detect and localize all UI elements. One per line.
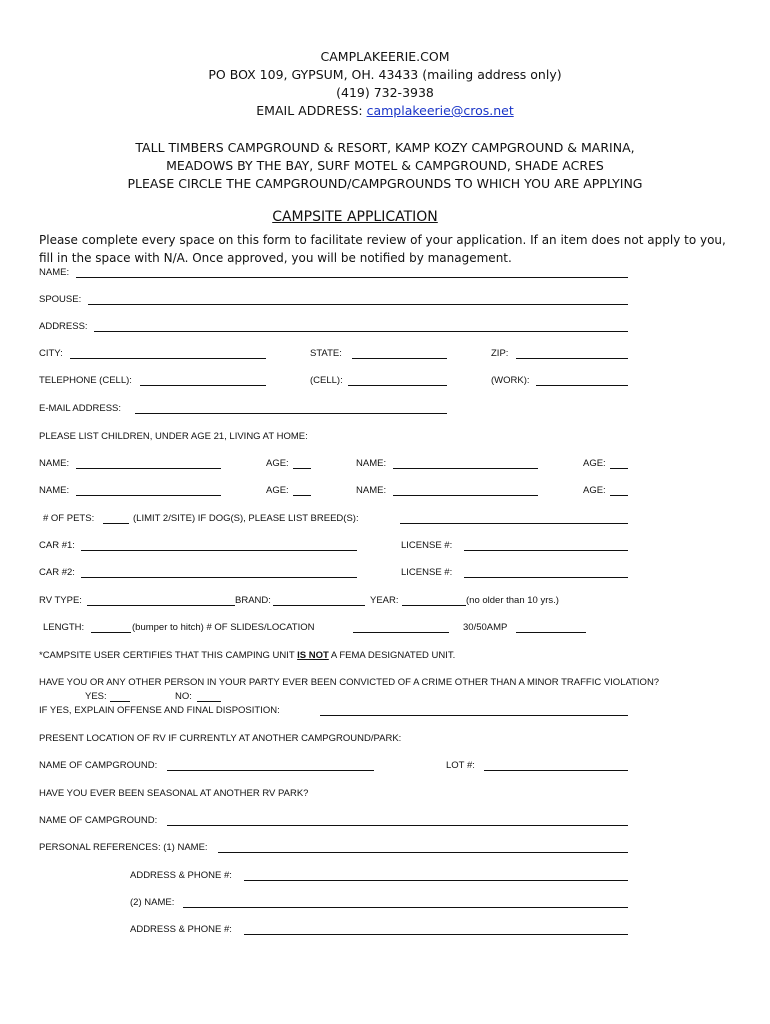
current-campground-field[interactable]: [167, 770, 374, 771]
amp-field[interactable]: [516, 632, 586, 633]
child-name-label: NAME:: [39, 458, 70, 469]
year-label: YEAR:: [370, 595, 399, 606]
child-4-age-field[interactable]: [610, 495, 628, 496]
length-label: LENGTH:: [43, 622, 85, 633]
form-intro: Please complete every space on this form to facilitate review of your application. If an item does not apply to you, fill in the space with N/A. Once approved, you will be notified by management.: [39, 233, 726, 265]
fema-certification-post: A FEMA DESIGNATED UNIT.: [328, 650, 456, 661]
reference-1-address-field[interactable]: [244, 880, 628, 881]
state-field[interactable]: [352, 358, 447, 359]
car-2-label: CAR #2:: [39, 567, 75, 578]
no-label: NO:: [175, 691, 192, 702]
email-link[interactable]: camplakeerie@cros.net: [366, 103, 514, 118]
spouse-label: SPOUSE:: [39, 294, 82, 305]
child-age-label: AGE:: [583, 485, 606, 496]
children-heading: PLEASE LIST CHILDREN, UNDER AGE 21, LIVING AT HOME:: [39, 431, 308, 442]
child-1-name-field[interactable]: [76, 468, 221, 469]
cell-field[interactable]: [348, 385, 447, 386]
license-2-field[interactable]: [464, 577, 628, 578]
reference-1-address-label: ADDRESS & PHONE #:: [130, 870, 232, 881]
slides-field[interactable]: [353, 632, 449, 633]
reference-2-name-field[interactable]: [183, 907, 628, 908]
child-2-name-field[interactable]: [393, 468, 538, 469]
state-label: STATE:: [310, 348, 342, 359]
lot-label: LOT #:: [446, 760, 475, 771]
child-2-age-field[interactable]: [610, 468, 628, 469]
campgrounds-line-2: MEADOWS BY THE BAY, SURF MOTEL & CAMPGROUND, SHADE ACRES: [166, 158, 604, 173]
child-name-label: NAME:: [356, 458, 387, 469]
reference-1-name-field[interactable]: [218, 852, 628, 853]
car-1-field[interactable]: [81, 550, 357, 551]
fema-certification: [39, 650, 455, 662]
brand-field[interactable]: [273, 605, 365, 606]
mailing-address: PO BOX 109, GYPSUM, OH. 43433 (mailing address only): [208, 67, 562, 82]
fema-certification-pre: *CAMPSITE USER CERTIFIES THAT THIS CAMPING UNIT: [39, 650, 298, 661]
yes-label: YES:: [85, 691, 107, 702]
brand-label: BRAND:: [235, 595, 271, 606]
name-field[interactable]: [76, 277, 628, 278]
year-note: (no older than 10 yrs.): [466, 595, 559, 606]
email-label: EMAIL ADDRESS:: [256, 103, 367, 118]
reference-2-address-label: ADDRESS & PHONE #:: [130, 924, 232, 935]
campgrounds-line-1: TALL TIMBERS CAMPGROUND & RESORT, KAMP KOZY CAMPGROUND & MARINA,: [135, 140, 635, 155]
cell-label: (CELL):: [310, 375, 343, 386]
conviction-question: HAVE YOU OR ANY OTHER PERSON IN YOUR PARTY EVER BEEN CONVICTED OF A CRIME OTHER THAN A MINOR TRAFFIC VIOLATION?: [39, 677, 660, 688]
zip-field[interactable]: [516, 358, 628, 359]
email-address-field[interactable]: [135, 413, 447, 414]
year-field[interactable]: [402, 605, 466, 606]
pets-count-field[interactable]: [103, 523, 129, 524]
no-field[interactable]: [197, 701, 221, 702]
dog-breed-field[interactable]: [400, 523, 628, 524]
offense-label: IF YES, EXPLAIN OFFENSE AND FINAL DISPOSITION:: [39, 705, 280, 716]
reference-2-address-field[interactable]: [244, 934, 628, 935]
car-2-field[interactable]: [81, 577, 357, 578]
amp-label: 30/50AMP: [463, 622, 508, 633]
city-field[interactable]: [70, 358, 266, 359]
address-field[interactable]: [94, 331, 628, 332]
seasonal-campground-label: NAME OF CAMPGROUND:: [39, 815, 158, 826]
email-line: [0, 102, 770, 120]
fema-certification-emphasis: IS NOT: [297, 650, 329, 661]
slides-label: (bumper to hitch) # OF SLIDES/LOCATION: [132, 622, 315, 633]
car-1-label: CAR #1:: [39, 540, 75, 551]
address-label: ADDRESS:: [39, 321, 88, 332]
telephone-label: TELEPHONE (CELL):: [39, 375, 132, 386]
pets-label: # OF PETS:: [43, 513, 95, 524]
zip-label: ZIP:: [491, 348, 509, 359]
rv-type-label: RV TYPE:: [39, 595, 82, 606]
name-label: NAME:: [39, 267, 70, 278]
present-location-label: PRESENT LOCATION OF RV IF CURRENTLY AT ANOTHER CAMPGROUND/PARK:: [39, 733, 402, 744]
campground-name-label: NAME OF CAMPGROUND:: [39, 760, 158, 771]
rv-type-field[interactable]: [87, 605, 235, 606]
reference-1-label: PERSONAL REFERENCES: (1) NAME:: [39, 842, 208, 853]
license-2-label: LICENSE #:: [401, 567, 453, 578]
child-4-name-field[interactable]: [393, 495, 538, 496]
reference-2-label: (2) NAME:: [130, 897, 175, 908]
child-3-age-field[interactable]: [293, 495, 311, 496]
seasonal-campground-field[interactable]: [167, 825, 628, 826]
seasonal-question: HAVE YOU EVER BEEN SEASONAL AT ANOTHER RV PARK?: [39, 788, 309, 799]
license-1-field[interactable]: [464, 550, 628, 551]
city-label: CITY:: [39, 348, 63, 359]
pets-limit-label: (LIMIT 2/SITE) IF DOG(S), PLEASE LIST BREED(S):: [133, 513, 359, 524]
child-age-label: AGE:: [266, 485, 289, 496]
child-name-label: NAME:: [39, 485, 70, 496]
child-age-label: AGE:: [266, 458, 289, 469]
child-1-age-field[interactable]: [293, 468, 311, 469]
license-1-label: LICENSE #:: [401, 540, 453, 551]
phone-number: (419) 732-3938: [336, 85, 434, 100]
yes-field[interactable]: [110, 701, 130, 702]
org-name: CAMPLAKEERIE.COM: [320, 49, 450, 64]
child-name-label: NAME:: [356, 485, 387, 496]
work-field[interactable]: [536, 385, 628, 386]
spouse-field[interactable]: [88, 304, 628, 305]
form-title: CAMPSITE APPLICATION: [272, 209, 438, 225]
work-label: (WORK):: [491, 375, 530, 386]
campgrounds-instruction: PLEASE CIRCLE THE CAMPGROUND/CAMPGROUNDS TO WHICH YOU ARE APPLYING: [127, 176, 643, 191]
email-address-label: E-MAIL ADDRESS:: [39, 403, 122, 414]
telephone-field[interactable]: [140, 385, 266, 386]
length-field[interactable]: [91, 632, 131, 633]
offense-field[interactable]: [320, 715, 628, 716]
child-age-label: AGE:: [583, 458, 606, 469]
lot-field[interactable]: [484, 770, 628, 771]
child-3-name-field[interactable]: [76, 495, 221, 496]
